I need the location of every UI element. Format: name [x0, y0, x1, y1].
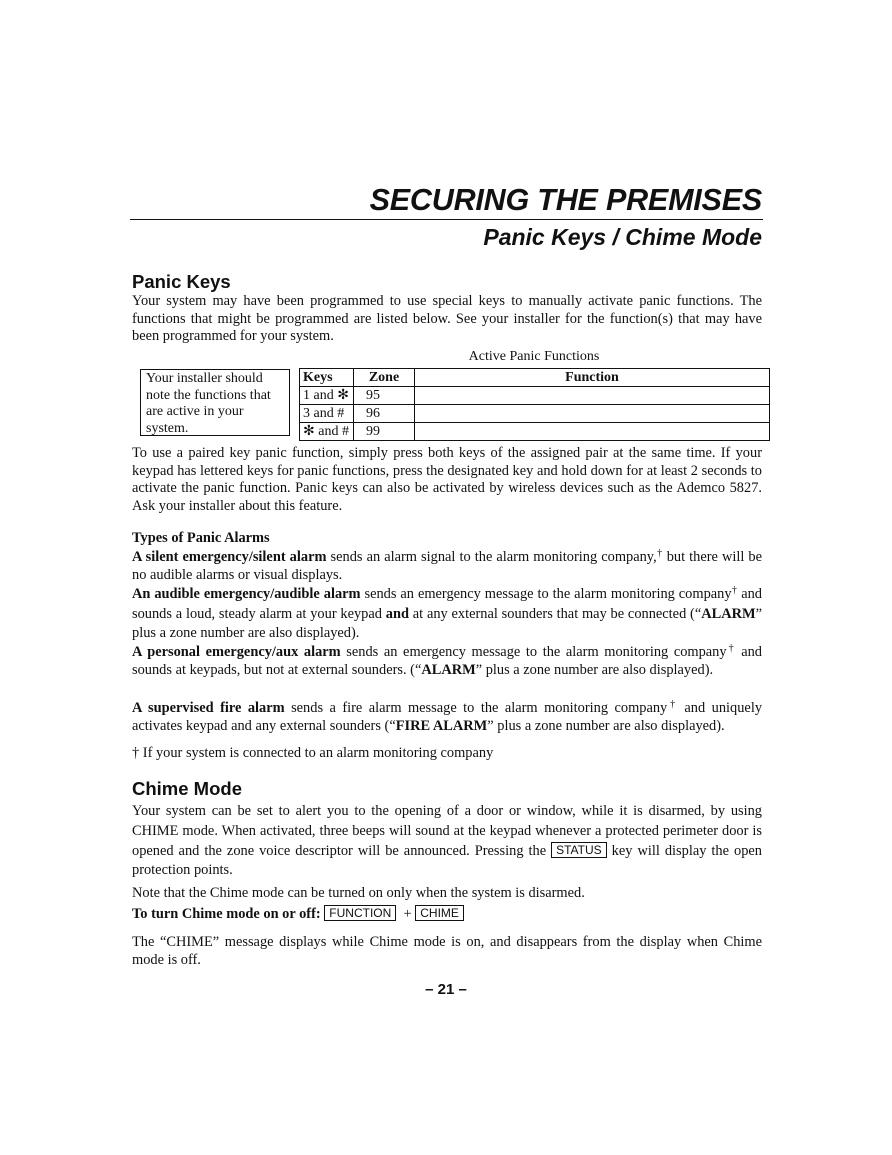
chime-paragraph-2: Note that the Chime mode can be turned on only when the system is disarmed. — [132, 885, 585, 901]
panic-usage-paragraph: To use a paired key panic function, simply press both keys of the assigned pair at the same time. If your keypad has lettered keys for panic functions, press the designated key and hold down for at least 2 seconds to activate the panic function. Panic keys can also be activated by wireless devices such as the Ademco 5827. Ask your installer about this feature. — [132, 445, 762, 515]
dagger-mark: † — [667, 699, 678, 710]
personal-alarm-text-b: and sounds at keypads, but not at external sounders. (“ — [132, 644, 762, 678]
chime-mode-heading: Chime Mode — [132, 778, 242, 799]
audible-alarm-and: and — [385, 605, 409, 622]
turn-chime-label: To turn Chime mode on or off: — [132, 906, 321, 922]
audible-alarm-text-c: at any external sounders that may be connected (“ — [408, 605, 702, 622]
row-zone: 95 — [354, 387, 415, 405]
audible-alarm-text-d: ” plus a zone number are also displayed). — [132, 605, 762, 641]
fire-alarm-text-a: sends a fire alarm message to the alarm monitoring company — [284, 700, 668, 716]
dagger-mark: † — [731, 585, 738, 596]
silent-alarm-text-b: but there will be no audible alarms or visual displays. — [132, 549, 763, 583]
fire-alarm-paragraph — [132, 700, 762, 735]
audible-alarm-text-a: sends an emergency message to the alarm monitoring company — [360, 586, 732, 602]
fire-alarm-word: FIRE ALARM — [395, 717, 488, 734]
column-header-function: Function — [415, 369, 770, 387]
row-zone: 99 — [354, 423, 415, 441]
audible-alarm-paragraph — [132, 585, 762, 644]
table-row — [300, 405, 770, 423]
personal-alarm-text-c: ” plus a zone number are also displayed). — [475, 661, 714, 678]
installer-note-box: Your installer should note the functions that are active in your system. — [140, 369, 290, 436]
page-number: – 21 – — [425, 981, 467, 998]
panic-keys-intro: Your system may have been programmed to use special keys to manually activate panic functions. The functions that might be programmed are listed below. See your installer for the function(s) that may have been programmed for your system. — [132, 293, 762, 345]
dagger-mark: † — [656, 548, 663, 559]
row-function — [415, 405, 770, 423]
personal-alarm-word: ALARM — [421, 661, 476, 678]
alarm-types-heading — [132, 530, 762, 548]
chime-p1-text-b: key will display the open protection points. — [132, 842, 762, 879]
table-row — [300, 387, 770, 405]
function-key-label: FUNCTION — [324, 905, 396, 921]
row-keys: ✻ and # — [300, 423, 354, 441]
audible-alarm-word: ALARM — [701, 605, 756, 622]
row-function — [415, 387, 770, 405]
chime-instruction — [132, 905, 762, 924]
row-keys: 1 and ✻ — [300, 387, 354, 405]
panic-functions-table — [299, 368, 770, 441]
row-keys: 3 and # — [300, 405, 354, 423]
table-row — [300, 423, 770, 441]
audible-alarm-text-b: and sounds a loud, steady alarm at your keypad — [132, 586, 762, 622]
personal-alarm-term: A personal emergency/aux alarm — [132, 644, 341, 660]
page-title: SECURING THE PREMISES — [369, 183, 762, 217]
chime-paragraph-3: The “CHIME” message displays while Chime mode is on, and disappears from the display when Chime mode is off. — [132, 934, 762, 968]
row-function — [415, 423, 770, 441]
row-zone: 96 — [354, 405, 415, 423]
fire-alarm-term: A supervised fire alarm — [132, 700, 285, 716]
chime-p1-text-a: Your system can be set to alert you to the opening of a door or window, while it is disarmed, by using CHIME mode. When activated, three beeps will sound at the keypad whenever a protected perimeter door is opened and the zone voice descriptor will be announced. Pressing the — [132, 803, 762, 859]
panic-keys-heading: Panic Keys — [132, 271, 231, 292]
silent-alarm-text-a: sends an alarm signal to the alarm monitoring company, — [326, 549, 657, 565]
dagger-mark: † — [726, 643, 736, 654]
column-header-keys: Keys — [300, 369, 354, 387]
fire-alarm-text-b: and uniquely activates keypad and any external sounders (“ — [132, 700, 763, 734]
audible-alarm-term: An audible emergency/audible alarm — [132, 586, 361, 602]
fire-alarm-text-c: ” plus a zone number are also displayed). — [487, 717, 725, 734]
column-header-zone: Zone — [354, 369, 415, 387]
footnote: † If your system is connected to an alarm monitoring company — [132, 745, 494, 761]
silent-alarm-paragraph — [132, 549, 762, 584]
plus-sign: + — [403, 906, 412, 922]
alarm-types-heading-text: Types of Panic Alarms — [132, 530, 270, 546]
personal-alarm-text-a: sends an emergency message to the alarm monitoring company — [340, 644, 727, 660]
chime-paragraph-1 — [132, 802, 762, 881]
status-key-label: STATUS — [551, 842, 607, 858]
table-header-row — [300, 369, 770, 387]
page-subtitle: Panic Keys / Chime Mode — [483, 224, 762, 250]
title-divider — [130, 219, 763, 220]
panic-table-caption: Active Panic Functions — [468, 349, 600, 364]
chime-key-label: CHIME — [415, 905, 464, 921]
personal-alarm-paragraph — [132, 644, 762, 679]
silent-alarm-term: A silent emergency/silent alarm — [132, 549, 327, 565]
